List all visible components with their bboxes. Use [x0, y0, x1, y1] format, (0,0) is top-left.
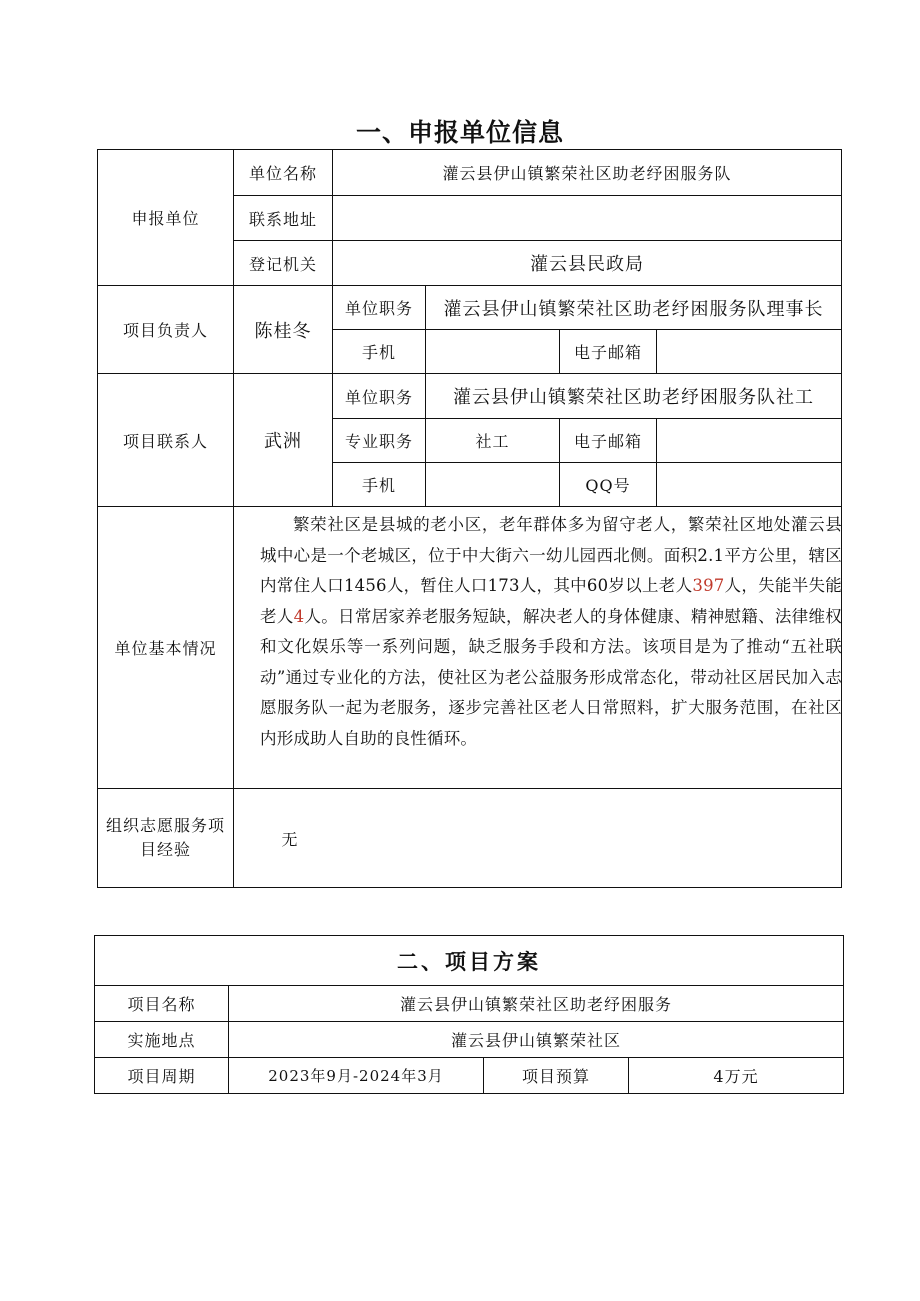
- budget-label: 项目预算: [521, 1067, 590, 1086]
- contact-label: 项目联系人: [122, 431, 208, 451]
- address-label: 联系地址: [248, 209, 317, 229]
- contact-position-label: 单位职务: [344, 387, 413, 407]
- contact-title-value: 社工: [475, 432, 510, 451]
- leader-email-label: 电子邮箱: [573, 343, 642, 362]
- leader-position-value: 灌云县伊山镇繁荣社区助老纾困服务队理事长: [443, 298, 824, 320]
- registration-value: 灌云县民政局: [530, 254, 644, 275]
- location-value: 灌云县伊山镇繁荣社区: [450, 1031, 621, 1050]
- contact-email-label: 电子邮箱: [573, 432, 642, 451]
- address-value: [333, 196, 841, 240]
- contact-phone-value: [426, 463, 559, 506]
- leader-label: 项目负责人: [122, 321, 208, 340]
- contact-email-value: [657, 419, 841, 462]
- disabled-count: 4: [293, 606, 305, 626]
- leader-name: 陈桂冬: [254, 320, 312, 342]
- leader-phone-value: [426, 330, 559, 373]
- experience-label: 组织志愿服务项目经验: [105, 816, 225, 859]
- unit-name-label: 单位名称: [248, 164, 317, 183]
- contact-phone-label: 手机: [361, 476, 396, 495]
- project-name-label: 项目名称: [127, 995, 196, 1014]
- leader-email-value: [657, 330, 841, 373]
- basic-info-text-part3: 人。日常居家养老服务短缺，解决老人的身体健康、精神慰籍、法律维权和文化娱乐等一系列问题，缺乏服务手段和方法。该项目是为了推动“五社联动”通过专业化的方法，使社区为老公益服务形成常态化，带动社区居民加入志愿服务队一起为老服务，逐步完善社区老人日常照料，扩大服务范围，在社区内形成助人自助的良性循环。: [260, 606, 842, 748]
- basic-info-label: 单位基本情况: [114, 639, 217, 658]
- section2-title: 二、项目方案: [397, 948, 541, 974]
- section1-title: 一、申报单位信息: [355, 118, 564, 147]
- location-label: 实施地点: [127, 1031, 196, 1050]
- unit-name-value: 灌云县伊山镇繁荣社区助老纾困服务队: [442, 164, 732, 183]
- period-label: 项目周期: [127, 1067, 196, 1086]
- contact-title-label: 专业职务: [344, 432, 413, 451]
- elderly-count: 397: [692, 576, 725, 595]
- basic-info-text-part2: 人，失能半失能老人: [260, 576, 843, 626]
- project-name-value: 灌云县伊山镇繁荣社区助老纾困服务: [399, 995, 672, 1014]
- contact-position-value: 灌云县伊山镇繁荣社区助老纾困服务队社工: [453, 387, 814, 408]
- experience-value: 无: [281, 829, 299, 849]
- period-value: 2023年9月-2024年3月: [268, 1067, 444, 1085]
- leader-position-label: 单位职务: [344, 299, 413, 318]
- basic-info-text-part1: 繁荣社区是县城的老小区，老年群体多为留守老人，繁荣社区地处灌云县城中心是一个老城区，位于中大街六一幼儿园西北侧。面积2.1平方公里，辖区内常住人口1456人，暂住人口173人，其中60岁以上老人: [260, 515, 842, 595]
- contact-qq-value: [657, 463, 841, 506]
- contact-qq-label: QQ号: [585, 476, 631, 495]
- applicant-label: 申报单位: [131, 209, 200, 228]
- basic-info-text: [260, 510, 842, 754]
- leader-phone-label: 手机: [361, 343, 396, 362]
- contact-name: 武洲: [264, 431, 302, 452]
- registration-label: 登记机关: [248, 254, 317, 274]
- budget-value: 4万元: [713, 1067, 759, 1086]
